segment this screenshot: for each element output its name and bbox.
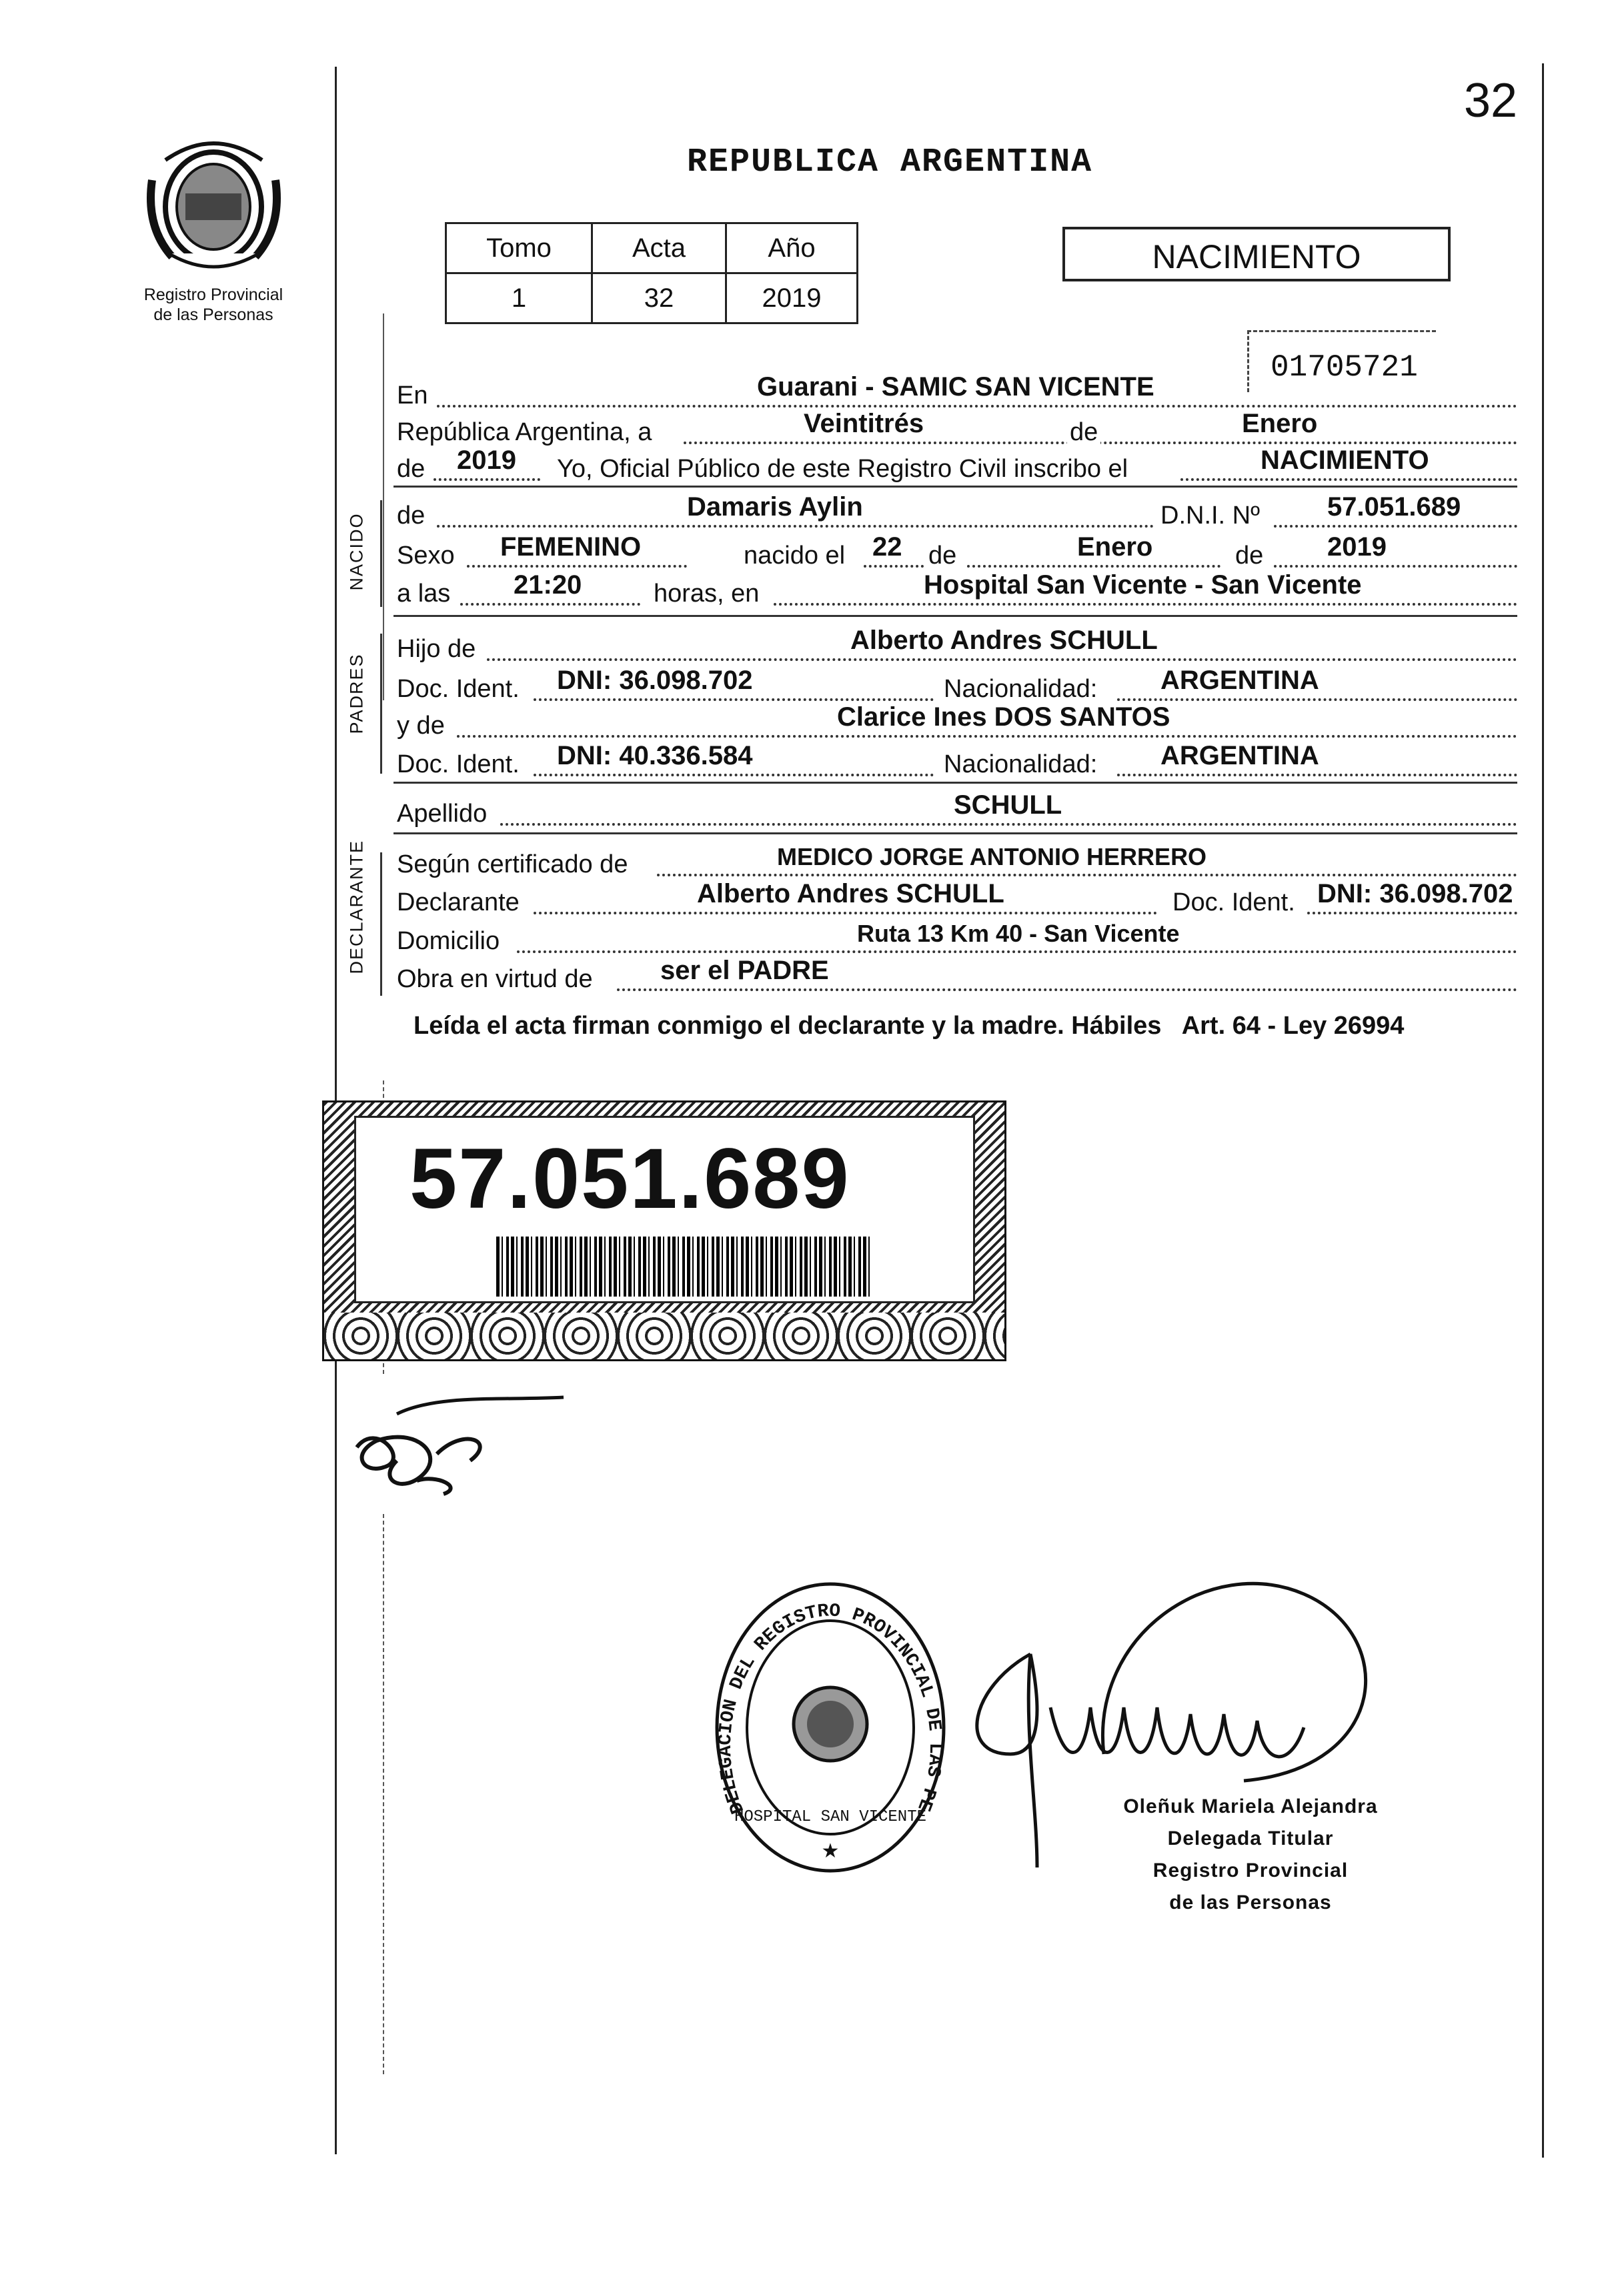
row-sexo: [393, 532, 1517, 570]
logo-label-2: de las Personas: [153, 305, 273, 324]
row-hora: [393, 570, 1517, 608]
label-de-year: de: [397, 455, 426, 483]
row-apellido: [393, 790, 1517, 828]
closing-text: Leída el acta firman conmigo el declarante y la madre. Hábiles Art. 64 - Ley 26994: [414, 1012, 1405, 1040]
value-madre-doc: DNI: 40.336.584: [557, 741, 753, 770]
label-certificado: Según certificado de: [397, 850, 628, 878]
dots: [534, 698, 934, 701]
acta-table: [445, 222, 858, 324]
table-header-ano: Año: [726, 223, 858, 273]
logo-label-1: Registro Provincial: [143, 285, 283, 304]
serial-number: 01705721: [1271, 350, 1418, 385]
bracket-padres: [380, 634, 382, 774]
value-padre-nac: ARGENTINA: [1160, 666, 1319, 695]
dots: [774, 603, 1517, 606]
label-en: En: [397, 382, 428, 410]
page-number: 32: [1464, 74, 1518, 127]
stamp-outer-text: DELEGACION DEL REGISTRO PROVINCIAL DE LAS PE: [715, 1601, 946, 1817]
label-sexo: Sexo: [397, 542, 455, 570]
signatory-title: Delegada Titular: [1167, 1827, 1334, 1849]
row-padre: [393, 626, 1517, 664]
table-header-tomo: Tomo: [446, 223, 592, 273]
value-hora: 21:20: [514, 570, 582, 600]
row-declarante: [393, 879, 1517, 917]
label-domicilio: Domicilio: [397, 927, 500, 955]
value-inscribo: NACIMIENTO: [1261, 446, 1429, 475]
label-doc-madre: Doc. Ident.: [397, 750, 520, 778]
row-republica: [393, 409, 1517, 447]
value-declarante: Alberto Andres SCHULL: [697, 879, 1004, 908]
row-padre-doc: [393, 666, 1517, 704]
dots: [657, 874, 1517, 876]
dots: [467, 565, 687, 568]
value-apellido: SCHULL: [954, 790, 1062, 820]
table-value-ano: 2019: [726, 273, 858, 323]
value-birth-year: 2019: [1327, 532, 1387, 562]
dots: [437, 525, 1154, 528]
side-label-declarante: DECLARANTE: [346, 839, 367, 974]
section-rule: [393, 486, 1517, 488]
signatory-block: [1077, 1791, 1424, 1919]
value-sexo: FEMENINO: [500, 532, 642, 562]
official-stamp: [704, 1571, 957, 1887]
label-obra: Obra en virtud de: [397, 965, 593, 993]
dots: [534, 774, 934, 776]
label-republica: República Argentina, a: [397, 418, 652, 446]
row-madre: [393, 702, 1517, 740]
sticker-barcode: [496, 1237, 873, 1297]
right-margin-line: [1542, 63, 1544, 2158]
label-apellido: Apellido: [397, 800, 488, 828]
dots: [517, 950, 1517, 953]
value-declarante-doc: DNI: 36.098.702: [1317, 879, 1513, 908]
value-padre-doc: DNI: 36.098.702: [557, 666, 753, 695]
value-birth-month: Enero: [1077, 532, 1153, 562]
signatory-org-1: Registro Provincial: [1152, 1859, 1349, 1881]
sticker-pattern-strip: [324, 1313, 1004, 1359]
value-year: 2019: [457, 446, 516, 475]
label-a-las: a las: [397, 580, 451, 608]
dni-sticker: [322, 1100, 1006, 1361]
label-nacido-el: nacido el: [744, 542, 846, 570]
value-madre-nac: ARGENTINA: [1160, 741, 1319, 770]
value-day-words: Veintitrés: [804, 409, 924, 438]
row-madre-doc: [393, 741, 1517, 779]
label-de: de: [1067, 418, 1100, 447]
label-doc-declarante: Doc. Ident.: [1172, 888, 1295, 916]
initials-signature: [337, 1374, 577, 1511]
table-value-tomo: 1: [446, 273, 592, 323]
side-label-padres: PADRES: [346, 653, 367, 734]
dots: [617, 988, 1517, 991]
row-obra: [393, 956, 1517, 994]
label-de-2: de: [928, 542, 957, 570]
value-birth-day: 22: [872, 532, 902, 562]
label-nacionalidad-padre: Nacionalidad:: [944, 675, 1098, 703]
label-hijo-de: Hijo de: [397, 635, 476, 663]
value-certificado: MEDICO JORGE ANTONIO HERRERO: [777, 843, 1207, 870]
row-certificado: [393, 843, 1517, 879]
label-de-nombre: de: [397, 502, 426, 530]
value-lugar-nacimiento: Hospital San Vicente - San Vicente: [924, 570, 1362, 600]
sticker-dni-number: 57.051.689: [410, 1131, 850, 1227]
signatory-name: Oleñuk Mariela Alejandra: [1123, 1795, 1378, 1817]
label-horas-en: horas, en: [654, 580, 760, 608]
misiones-seal-logo: [145, 127, 282, 280]
country-title: REPUBLICA ARGENTINA: [687, 143, 1093, 181]
value-lugar-inscripcion: Guarani - SAMIC SAN VICENTE: [757, 372, 1154, 402]
bracket-nacido: [380, 500, 382, 607]
dots: [487, 658, 1517, 661]
bracket-declarante: [380, 852, 382, 996]
stamp-star-icon: ★: [821, 1840, 840, 1862]
dots: [457, 735, 1517, 738]
row-year: [393, 446, 1517, 484]
value-domicilio: Ruta 13 Km 40 - San Vicente: [857, 920, 1180, 947]
section-rule: [393, 782, 1517, 784]
dots: [1274, 525, 1517, 528]
dots: [1117, 698, 1517, 701]
dots: [967, 565, 1221, 568]
label-y-de: y de: [397, 712, 445, 740]
label-doc-padre: Doc. Ident.: [397, 675, 520, 703]
signatory-org-2: de las Personas: [1169, 1891, 1332, 1914]
dots: [460, 603, 640, 606]
value-nombre: Damaris Aylin: [687, 492, 863, 522]
dots: [437, 405, 1517, 408]
inner-dashed-line-bottom: [383, 1514, 384, 2074]
table-header-acta: Acta: [592, 223, 726, 273]
stamp-inner-text: HOSPITAL SAN VICENTE: [734, 1808, 927, 1826]
section-rule: [393, 615, 1517, 617]
label-inscribo: Yo, Oficial Público de este Registro Civil inscribo el: [557, 455, 1128, 483]
inner-dashed-line: [383, 313, 384, 700]
sticker-label-area: [354, 1116, 975, 1303]
value-madre: Clarice Ines DOS SANTOS: [837, 702, 1170, 732]
dots: [1180, 478, 1517, 481]
dots: [1274, 565, 1517, 568]
label-de-3: de: [1235, 542, 1264, 570]
row-en: [393, 372, 1517, 410]
section-rule: [393, 832, 1517, 834]
label-declarante: Declarante: [397, 888, 520, 916]
dots: [500, 823, 1517, 826]
dots: [1117, 774, 1517, 776]
value-month: Enero: [1242, 409, 1318, 438]
value-padre: Alberto Andres SCHULL: [850, 626, 1158, 655]
dots: [434, 478, 540, 481]
value-dni: 57.051.689: [1327, 492, 1461, 522]
row-nombre: [393, 492, 1517, 530]
side-label-nacido: NACIDO: [346, 512, 367, 591]
dots: [534, 912, 1157, 914]
label-dni: D.N.I. Nº: [1160, 502, 1260, 530]
row-domicilio: [393, 922, 1517, 956]
type-box: NACIMIENTO: [1062, 227, 1451, 281]
dots: [1307, 912, 1517, 914]
value-obra: ser el PADRE: [660, 956, 829, 985]
table-value-acta: 32: [592, 273, 726, 323]
label-nacionalidad-madre: Nacionalidad:: [944, 750, 1098, 778]
dots: [864, 565, 924, 568]
